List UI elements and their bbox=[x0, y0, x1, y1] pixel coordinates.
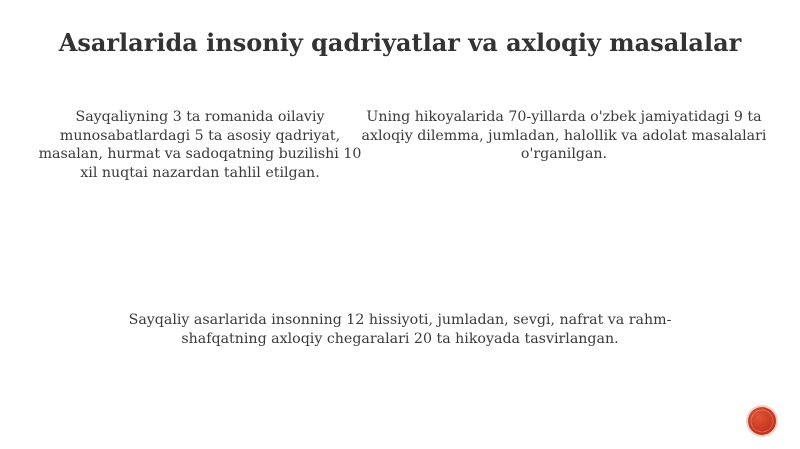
right-text-block: Uning hikoyalarida 70-yillarda o'zbek jamiyatidagi 9 ta axloqiy dilemma, jumladan, halollik va adolat masalalari o'rganilgan. bbox=[361, 109, 767, 163]
slide-title: Asarlarida insoniy qadriyatlar va axloqiy masalalar bbox=[58, 28, 742, 57]
left-text-block: Sayqaliyning 3 ta romanida oilaviy munosabatlardagi 5 ta asosiy qadriyat, masalan, hurmat va sadoqatning buzilishi 10 xil nuqtai nazardan tahlil etilgan. bbox=[38, 109, 362, 181]
bottom-text-block: Sayqaliy asarlarida insonning 12 hissiyoti, jumladan, sevgi, nafrat va rahm-shafqatning axloqiy chegaralari 20 ta hikoyada tasvirlangan. bbox=[128, 312, 672, 347]
circle-nav-icon bbox=[748, 407, 776, 435]
next-slide-button[interactable] bbox=[748, 407, 776, 435]
